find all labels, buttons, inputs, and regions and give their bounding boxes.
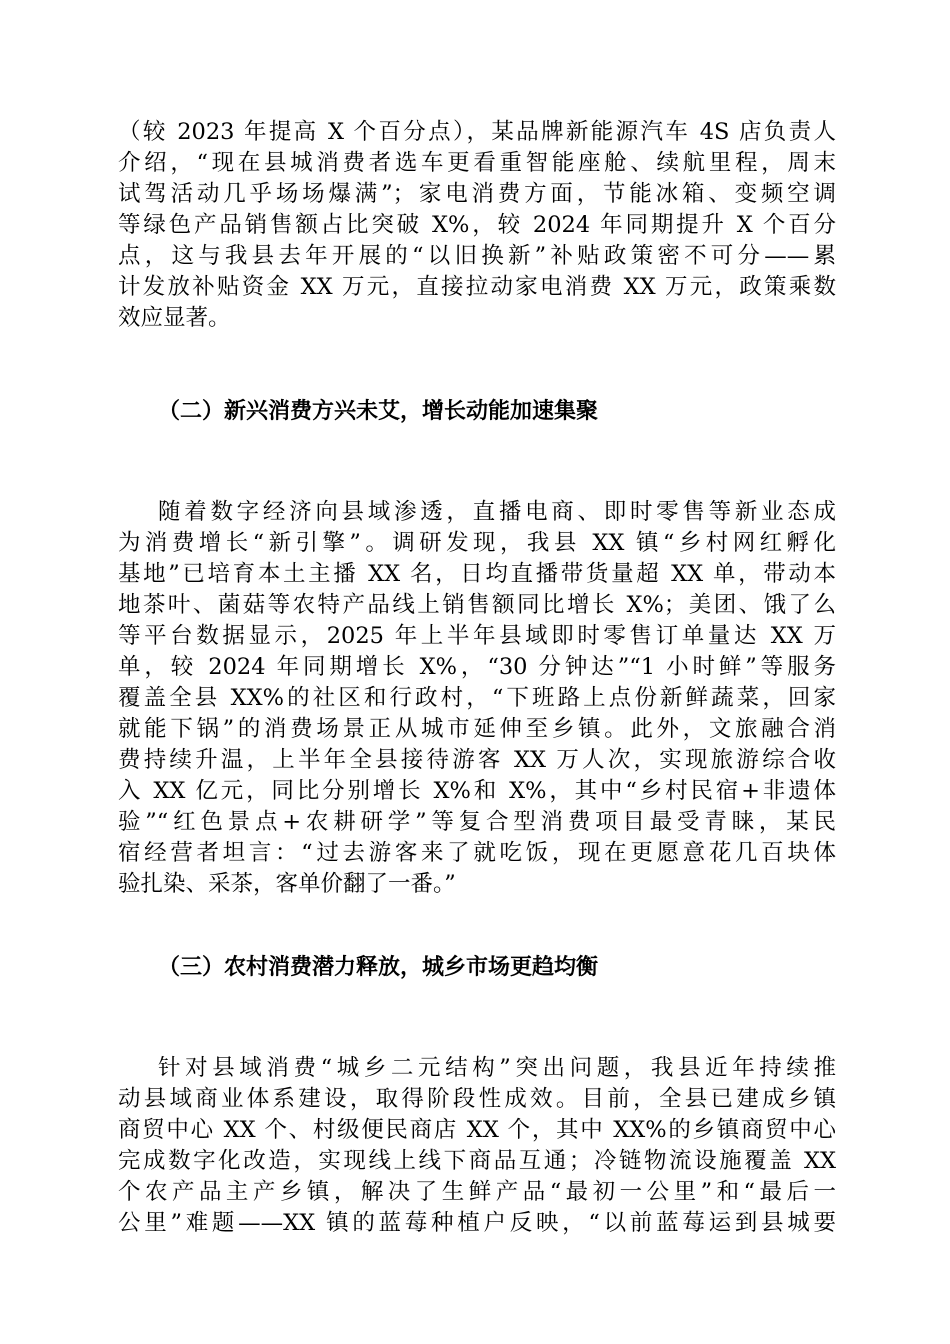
paragraph-2-line-4: 地茶叶、菌菇等农特产品线上销售额同比增长 X%；美团、饿了么	[118, 592, 836, 618]
paragraph-2-line-13: 验扎染、采茶，客单价翻了一番。”	[118, 871, 456, 897]
paragraph-2-line-8: 就能下锅”的消费场景正从城市延伸至乡镇。此外，文旅融合消	[118, 716, 836, 742]
paragraph-3-line-1: 针对县域消费“城乡二元结构”突出问题，我县近年持续推	[158, 1055, 836, 1081]
paragraph-3-line-4: 完成数字化改造，实现线上线下商品互通；冷链物流设施覆盖 XX	[118, 1148, 836, 1174]
paragraph-2-line-12: 宿经营者坦言：“过去游客来了就吃饭，现在更愿意花几百块体	[118, 840, 836, 866]
paragraph-2-line-11: 验”“红色景点+农耕研学”等复合型消费项目最受青睐，某民	[118, 809, 836, 835]
section-heading-2: （二）新兴消费方兴未艾，增长动能加速集聚	[158, 399, 599, 424]
paragraph-3-line-3: 商贸中心 XX 个、村级便民商店 XX 个，其中 XX%的乡镇商贸中心	[118, 1117, 836, 1143]
paragraph-2-line-6: 单，较 2024 年同期增长 X%，“30 分钟达”“1 小时鲜”等服务	[118, 654, 836, 680]
section-heading-3: （三）农村消费潜力释放，城乡市场更趋均衡	[158, 955, 599, 980]
paragraph-2-line-1: 随着数字经济向县域渗透，直播电商、即时零售等新业态成	[158, 499, 836, 525]
paragraph-2-line-5: 等平台数据显示，2025 年上半年县域即时零售订单量达 XX 万	[118, 623, 836, 649]
paragraph-3-line-5: 个农产品主产乡镇，解决了生鲜产品“最初一公里”和“最后一	[118, 1179, 836, 1205]
paragraph-1-line-2: 介绍，“现在县城消费者选车更看重智能座舱、续航里程，周末	[118, 150, 836, 176]
paragraph-1-line-3: 试驾活动几乎场场爆满”；家电消费方面，节能冰箱、变频空调	[118, 181, 836, 207]
paragraph-2-line-9: 费持续升温，上半年全县接待游客 XX 万人次，实现旅游综合收	[118, 747, 836, 773]
paragraph-2-line-10: 入 XX 亿元，同比分别增长 X%和 X%，其中“乡村民宿+非遗体	[118, 778, 836, 804]
paragraph-1-line-7: 效应显著。	[118, 305, 231, 331]
paragraph-1-line-6: 计发放补贴资金 XX 万元，直接拉动家电消费 XX 万元，政策乘数	[118, 274, 836, 300]
paragraph-1-line-4: 等绿色产品销售额占比突破 X%，较 2024 年同期提升 X 个百分	[118, 212, 836, 238]
paragraph-1-line-5: 点，这与我县去年开展的“以旧换新”补贴政策密不可分——累	[118, 243, 836, 269]
paragraph-2-line-3: 基地”已培育本土主播 XX 名，日均直播带货量超 XX 单，带动本	[118, 561, 836, 587]
paragraph-2-line-7: 覆盖全县 XX%的社区和行政村，“下班路上点份新鲜蔬菜，回家	[118, 685, 836, 711]
paragraph-2-line-2: 为消费增长“新引擎”。调研发现，我县 XX 镇“乡村网红孵化	[118, 530, 836, 556]
paragraph-3-line-2: 动县域商业体系建设，取得阶段性成效。目前，全县已建成乡镇	[118, 1086, 836, 1112]
paragraph-1-line-1: （较 2023 年提高 X 个百分点），某品牌新能源汽车 4S 店负责人	[118, 119, 836, 145]
paragraph-3-line-6: 公里”难题——XX 镇的蓝莓种植户反映，“以前蓝莓运到县城要	[118, 1210, 836, 1236]
